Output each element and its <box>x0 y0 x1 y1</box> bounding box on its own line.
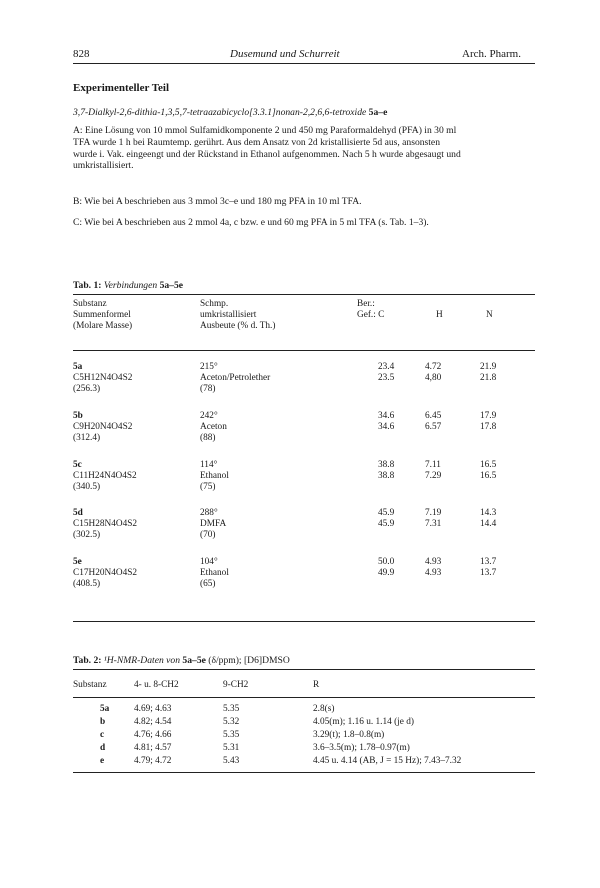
found-n: 21.8 <box>480 373 497 383</box>
compound-range: 5a–e <box>368 107 388 118</box>
procedure-b: B: Wie bei A beschrieben aus 3 mmol 3c–e und 180 mg PFA in 10 ml TFA. <box>73 196 362 207</box>
table1-header-rule <box>73 350 535 351</box>
calc-c: 45.9 <box>378 508 395 518</box>
nmr-compound-id: b <box>100 717 106 727</box>
nmr-compound-id: c <box>100 730 105 740</box>
nmr-ch2-9: 5.43 <box>223 756 240 766</box>
table2-caption-range: 5a–5e <box>182 655 206 666</box>
molecular-formula: C15H28N4O4S2 <box>73 519 138 529</box>
melting-point: 242° <box>200 411 218 421</box>
table1-header-analysis <box>357 299 384 321</box>
table1-bottom-rule <box>73 621 535 622</box>
nmr-r-signals: 4.05(m); 1.16 u. 1.14 (je d) <box>313 717 414 727</box>
running-authors: Dusemund und Schurreit <box>230 48 340 60</box>
found-n: 16.5 <box>480 471 497 481</box>
procedure-a-line: A: Eine Lösung von 10 mmol Sulfamidkomponente 2 und 450 mg Paraformaldehyd (PFA) in 30 ml <box>73 125 457 136</box>
nmr-ch2-48: 4.69; 4.63 <box>134 704 172 714</box>
table2-header-ch48: 4- u. 8-CH2 <box>134 680 179 690</box>
yield-percent: (70) <box>200 530 216 540</box>
page-number: 828 <box>73 48 90 60</box>
table2-header-substance: Substanz <box>73 680 107 690</box>
nmr-r-signals: 4.45 u. 4.14 (AB, J = 15 Hz); 7.43–7.32 <box>313 756 462 766</box>
journal-name: Arch. Pharm. <box>462 48 521 60</box>
header-text: Schmp. <box>200 299 229 309</box>
found-h: 7.29 <box>425 471 442 481</box>
melting-point: 215° <box>200 362 218 372</box>
molar-mass: (256.3) <box>73 384 101 394</box>
calc-n: 14.3 <box>480 508 497 518</box>
nmr-compound-id: 5a <box>100 704 110 714</box>
compound-id: 5e <box>73 557 82 567</box>
calc-n: 13.7 <box>480 557 497 567</box>
table1-header-h: H <box>436 310 443 320</box>
calc-n: 21.9 <box>480 362 497 372</box>
nmr-ch2-9: 5.31 <box>223 743 240 753</box>
table1-top-rule <box>73 294 535 295</box>
header-text: Substanz <box>73 299 107 309</box>
table2-top-rule <box>73 669 535 670</box>
calc-h: 7.11 <box>425 460 441 470</box>
nmr-compound-id: e <box>100 756 105 766</box>
nmr-r-signals: 3.29(t); 1.8–0.8(m) <box>313 730 385 740</box>
calc-h: 6.45 <box>425 411 442 421</box>
nmr-r-signals: 3.6–3.5(m); 1.78–0.97(m) <box>313 743 410 753</box>
calc-c: 23.4 <box>378 362 395 372</box>
table1-header-substance <box>73 299 132 332</box>
section-title: Experimenteller Teil <box>73 82 170 94</box>
nmr-r-signals: 2.8(s) <box>313 704 335 714</box>
found-n: 13.7 <box>480 568 497 578</box>
calc-h: 4.93 <box>425 557 442 567</box>
calc-c: 38.8 <box>378 460 395 470</box>
nmr-ch2-48: 4.81; 4.57 <box>134 743 172 753</box>
found-c: 23.5 <box>378 373 395 383</box>
nmr-ch2-9: 5.35 <box>223 730 240 740</box>
table1-caption-text: Verbindungen <box>103 280 158 291</box>
table1-header-n: N <box>486 310 493 320</box>
found-h: 4.93 <box>425 568 442 578</box>
molar-mass: (302.5) <box>73 530 101 540</box>
nmr-ch2-48: 4.82; 4.54 <box>134 717 172 727</box>
table2-header-ch9: 9-CH2 <box>223 680 249 690</box>
found-h: 7.31 <box>425 519 442 529</box>
nmr-ch2-48: 4.76; 4.66 <box>134 730 172 740</box>
molecular-formula: C5H12N4O4S2 <box>73 373 133 383</box>
header-text: Gef.: C <box>357 310 385 320</box>
compound-heading <box>73 107 535 119</box>
table1-caption <box>73 280 183 291</box>
found-h: 6.57 <box>425 422 442 432</box>
table2-caption-label: Tab. 2: <box>73 655 102 666</box>
header-text: (Molare Masse) <box>73 321 133 331</box>
table2-caption-tail: (δ/ppm); [D6]DMSO <box>208 655 290 666</box>
found-h: 4,80 <box>425 373 442 383</box>
calc-n: 16.5 <box>480 460 497 470</box>
table2-header-r: R <box>313 680 320 690</box>
recryst-solvent: Aceton <box>200 422 227 432</box>
procedure-a-line: umkristallisiert. <box>73 160 134 172</box>
table2-caption <box>73 655 290 666</box>
table1-caption-label: Tab. 1: <box>73 280 102 291</box>
recryst-solvent: Aceton/Petrolether <box>200 373 271 383</box>
molecular-formula: C17H20N4O4S2 <box>73 568 138 578</box>
molar-mass: (340.5) <box>73 482 101 492</box>
recryst-solvent: Ethanol <box>200 471 229 481</box>
compound-id: 5c <box>73 460 82 470</box>
procedure-a-line: wurde i. Vak. eingeengt und der Rückstand in Ethanol aufgenommen. Nach 5 h wurde abgesaugt und <box>73 148 461 160</box>
calc-c: 34.6 <box>378 411 395 421</box>
calc-c: 50.0 <box>378 557 395 567</box>
nmr-ch2-48: 4.79; 4.72 <box>134 756 172 766</box>
calc-h: 7.19 <box>425 508 442 518</box>
procedure-a <box>73 125 535 172</box>
compound-id: 5b <box>73 411 83 421</box>
found-c: 34.6 <box>378 422 395 432</box>
nmr-ch2-9: 5.32 <box>223 717 240 727</box>
yield-percent: (75) <box>200 482 216 492</box>
header-rule <box>73 63 535 64</box>
calc-n: 17.9 <box>480 411 497 421</box>
procedure-a-line: TFA wurde 1 h bei Raumtemp. gerührt. Aus dem Ansatz von 2d kristallisierte 5d aus, ansonsten <box>73 136 440 148</box>
molecular-formula: C9H20N4O4S2 <box>73 422 133 432</box>
found-n: 14.4 <box>480 519 497 529</box>
found-c: 49.9 <box>378 568 395 578</box>
yield-percent: (88) <box>200 433 216 443</box>
compound-name: 3,7-Dialkyl-2,6-dithia-1,3,5,7-tetraazabicyclo[3.3.1]nonan-2,2,6,6-tetroxide <box>73 107 367 118</box>
molecular-formula: C11H24N4O4S2 <box>73 471 137 481</box>
nmr-ch2-9: 5.35 <box>223 704 240 714</box>
nmr-compound-id: d <box>100 743 106 753</box>
yield-percent: (65) <box>200 579 216 589</box>
recryst-solvent: Ethanol <box>200 568 229 578</box>
compound-id: 5d <box>73 508 83 518</box>
table2-caption-text: ¹H-NMR-Daten von <box>103 655 181 666</box>
molar-mass: (312.4) <box>73 433 101 443</box>
molar-mass: (408.5) <box>73 579 101 589</box>
header-text: Summenformel <box>73 310 131 320</box>
procedure-c: C: Wie bei A beschrieben aus 2 mmol 4a, c bzw. e und 60 mg PFA in 5 ml TFA (s. Tab. 1–3). <box>73 217 429 228</box>
table1-header-mp <box>200 299 275 332</box>
header-text: Ausbeute (% d. Th.) <box>200 321 276 331</box>
header-text: umkristallisiert <box>200 310 257 320</box>
calc-h: 4.72 <box>425 362 442 372</box>
table2-header-rule <box>73 697 535 698</box>
yield-percent: (78) <box>200 384 216 394</box>
table2-bottom-rule <box>73 772 535 773</box>
found-c: 38.8 <box>378 471 395 481</box>
found-c: 45.9 <box>378 519 395 529</box>
melting-point: 288° <box>200 508 218 518</box>
compound-id: 5a <box>73 362 83 372</box>
recryst-solvent: DMFA <box>200 519 227 529</box>
melting-point: 104° <box>200 557 218 567</box>
found-n: 17.8 <box>480 422 497 432</box>
melting-point: 114° <box>200 460 218 470</box>
table1-caption-range: 5a–5e <box>159 280 184 291</box>
header-text: Ber.: <box>357 299 375 309</box>
